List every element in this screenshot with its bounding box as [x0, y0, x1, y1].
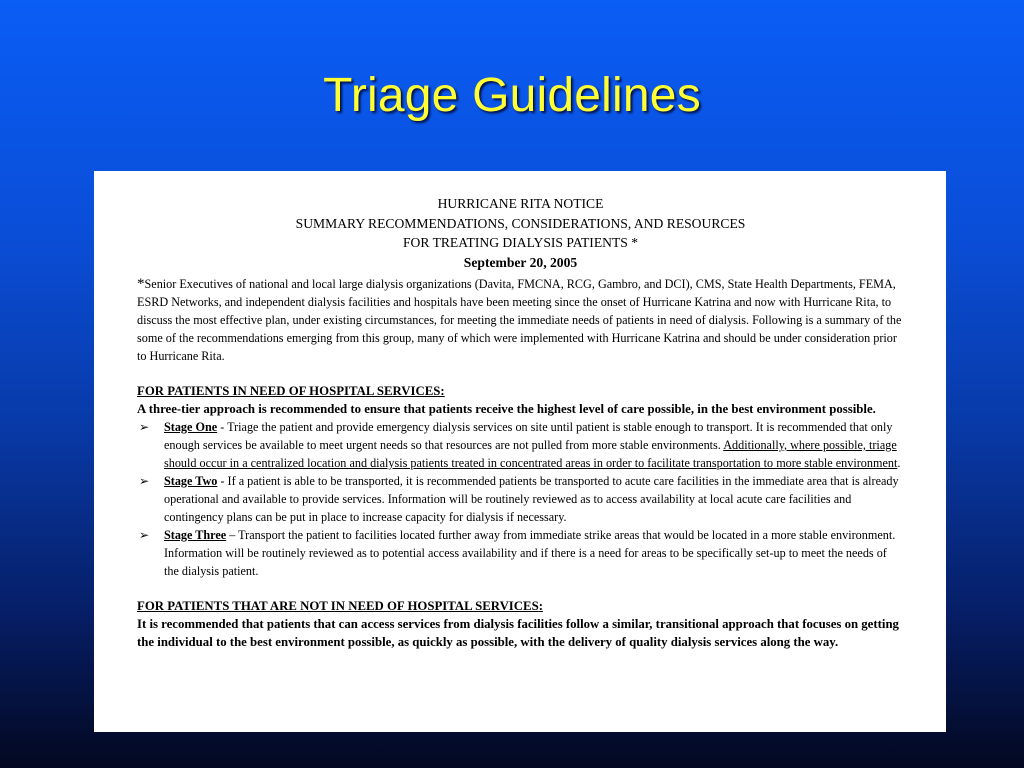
arrow-bullet-icon: ➢ [139, 474, 150, 488]
header-date: September 20, 2005 [463, 254, 578, 270]
stage-three-item [137, 526, 904, 580]
header-line-2: SUMMARY RECOMMENDATIONS, CONSIDERATIONS, AND RESOURCES [295, 215, 746, 231]
document-header [137, 171, 904, 272]
intro-paragraph [137, 275, 904, 365]
arrow-bullet-icon: ➢ [139, 420, 150, 434]
stage-one-item [137, 418, 904, 472]
stage-one-name: Stage One [164, 420, 218, 434]
stage-one-text: - Triage the patient and provide emergency dialysis services on site until patient is stable enough to transport. It is recommended that only enough services be available to meet urgent needs so that resources are not pulled from more stable environments. [164, 420, 893, 452]
stage-three-name: Stage Three [164, 528, 227, 542]
section-2-heading [137, 597, 904, 615]
section-1-subtext: A three-tier approach is recommended to ensure that patients receive the highest level of care possible, in the best environment possible. [137, 402, 876, 416]
section-2-heading-colon: : [538, 599, 543, 613]
arrow-bullet-icon: ➢ [139, 528, 150, 542]
header-line-3: FOR TREATING DIALYSIS PATIENTS * [402, 235, 639, 250]
stage-one-tail: . [897, 456, 901, 470]
stage-two-text: - If a patient is able to be transported, it is recommended patients be transported to acute care facilities in the immediate area that is already operational and available to provide services. Information will be routinely reviewed as to access availability at local acute care facilities and contingency plans can be put in place to increase capacity for dialysis if necessary. [164, 474, 899, 524]
stage-one-underlined: Additionally, where possible, triage should occur in a centralized location and dialysis patients treated in concentrated areas in order to facilitate transportation to more stable environment [164, 438, 898, 470]
document-image [94, 171, 946, 732]
intro-text: Senior Executives of national and local large dialysis organizations (Davita, FMCNA, RCG, Gambro, and DCI), CMS, State Health Departments, FEMA, ESRD Networks, and independent dialysis facilities and hospitals have been meeting since the onset of Hurricane Katrina and now with Hurricane Rita, to discuss the most effective plan, under existing circumstances, for meeting the immediate needs of patients in need of dialysis. Following is a summary of the some of the recommendations emerging from this group, many of which were implemented with Hurricane Katrina and should be under consideration prior to Hurricane Rita. [137, 277, 902, 363]
section-2-subtext: It is recommended that patients that can access services from dialysis facilities follow a similar, transitional approach that focuses on getting the individual to the best environment possible, as quickly as possible, with the delivery of quality dialysis services along the way. [137, 617, 899, 649]
section-1-heading: FOR PATIENTS IN NEED OF HOSPITAL SERVICES: [137, 384, 445, 398]
stage-two-name: Stage Two [164, 474, 218, 488]
section-2-heading-text: FOR PATIENTS THAT ARE NOT IN NEED OF HOSPITAL SERVICES [137, 599, 539, 613]
header-line-1: HURRICANE RITA NOTICE [437, 196, 604, 211]
stage-two-item [137, 472, 904, 526]
intro-asterisk: * [137, 276, 145, 292]
stage-three-text: – Transport the patient to facilities located further away from immediate strike areas that would be located in a more stable environment. Information will be routinely reviewed as to potential access availability and if there is a need for areas to be specifically set-up to meet the needs of the dialysis patient. [164, 528, 896, 578]
slide-title: Triage Guidelines [323, 69, 701, 122]
